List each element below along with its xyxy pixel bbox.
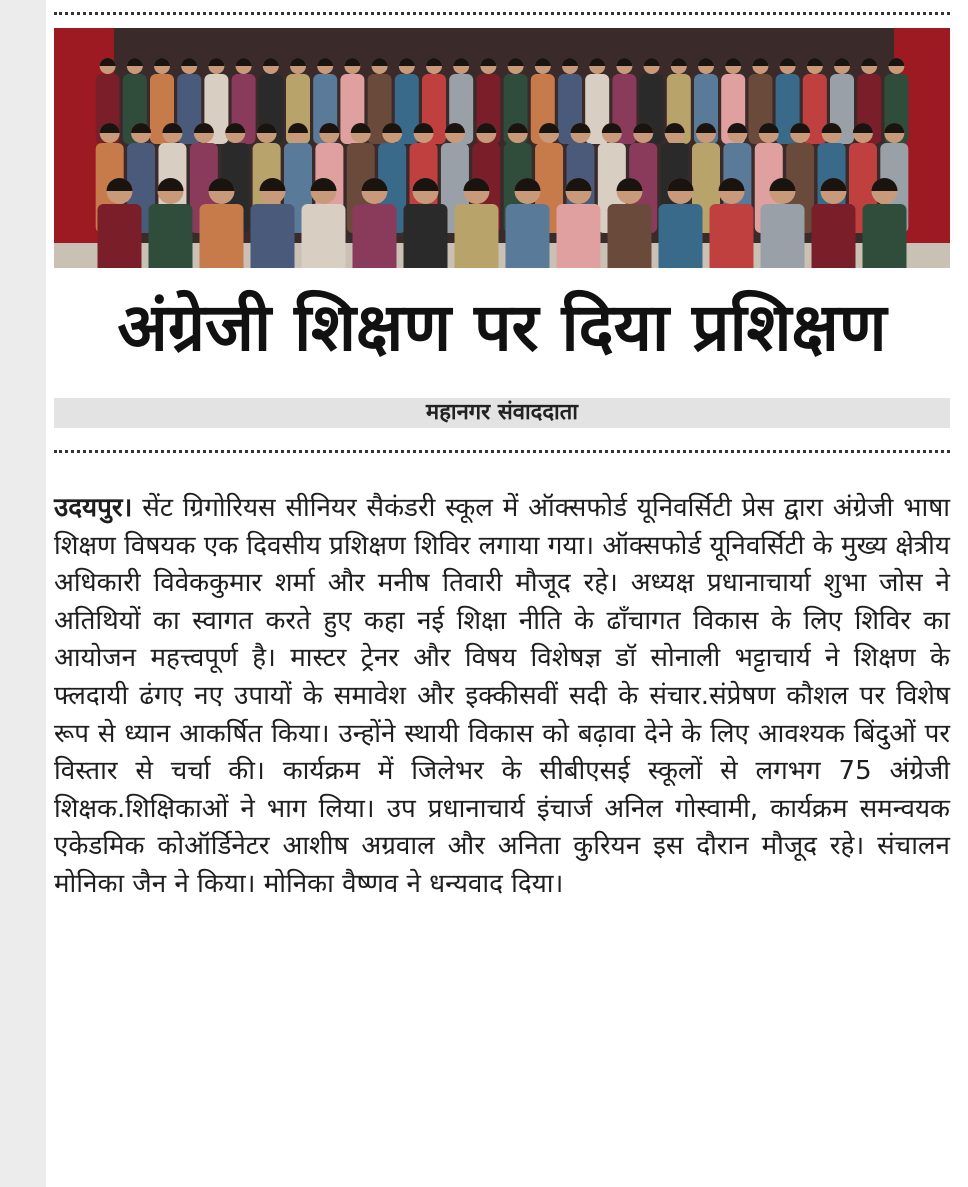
top-dotted-rule (54, 12, 950, 15)
article-body-text: सेंट ग्रिगोरियस सीनियर सैकंडरी स्कूल में ऑक्सफोर्ड यूनिवर्सिटी प्रेस द्वारा अंग्रेजी भाषा शिक्षण विषयक एक दिवसीय प्रशिक्षण शिविर लगाया गया। ऑक्सफोर्ड यूनिवर्सिटी के मुख्य क्षेत्रीय अधिकारी विवेककुमार शर्मा और मनीष तिवारी मौजूद रहे। अध्यक्ष प्रधानाचार्या शुभा जोस ने अतिथियों का स्वागत करते हुए कहा नई शिक्षा नीति के ढाँचागत विकास के लिए शिविर का आयोजन महत्त्वपूर्ण है। मास्टर ट्रेनर और विषय विशेषज्ञ डॉ सोनाली भट्टाचार्य ने शिक्षण के फ्लदायी ढंगए नए उपायों के समावेश और इक्कीसवीं सदी के संचार.संप्रेषण कौशल पर विशेष रूप से ध्यान आकर्षित किया। उन्होंने स्थायी विकास को बढ़ावा देने के लिए आवश्यक बिंदुओं पर विस्तार से चर्चा की। कार्यक्रम में जिलेभर के सीबीएसई स्कूलों से लगभग 75 अंग्रेजी शिक्षक.शिक्षिकाओं ने भाग लिया। उप प्रधानाचार्य इंचार्ज अनिल गोस्वामी, कार्यक्रम समन्वयक एकेडमिक कोऑर्डिनेटर आशीष अग्रवाल और अनिता कुरियन इस दौरान मौजूद रहे। संचालन मोनिका जैन ने किया। मोनिका वैष्णव ने धन्यवाद दिया। (54, 493, 950, 899)
article-body (54, 490, 950, 904)
byline-dotted-rule (54, 450, 950, 453)
dateline: उदयपुर। (54, 493, 133, 523)
group-photo-icon (54, 28, 950, 268)
page-margin-strip (0, 0, 46, 1187)
byline: महानगर संवाददाता (426, 400, 578, 425)
headline: अंग्रेजी शिक्षण पर दिया प्रशिक्षण (117, 289, 887, 366)
